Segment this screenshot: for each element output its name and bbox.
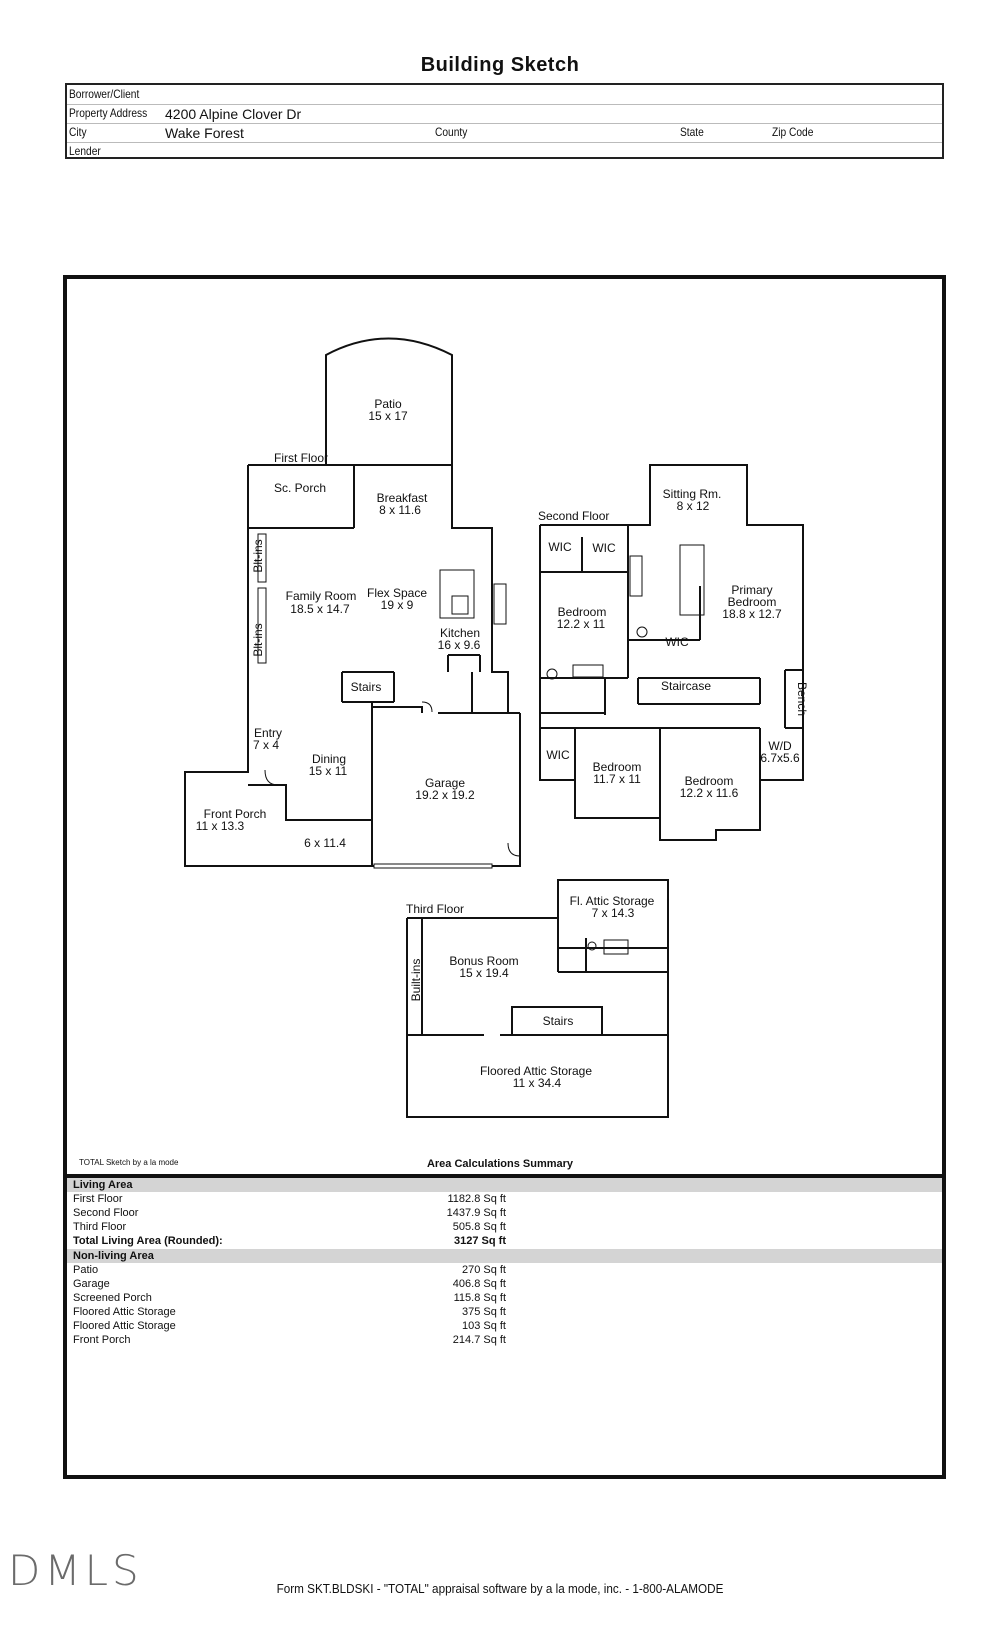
area-row-label: Third Floor <box>73 1221 127 1233</box>
total-living-row <box>73 1235 513 1249</box>
builtins-label-1: Blt-ins <box>251 539 265 573</box>
room-fl-attic-dims: 7 x 14.3 <box>591 906 635 920</box>
room-family-dims: 18.5 x 14.7 <box>290 602 350 616</box>
area-row-value: 1437.9 Sq ft <box>446 1207 506 1219</box>
room-breakfast-dims: 8 x 11.6 <box>379 503 421 517</box>
area-row-label: Second Floor <box>73 1207 139 1219</box>
third-floor-label: Third Floor <box>406 902 465 916</box>
area-row <box>73 1278 513 1292</box>
room-patio-dims: 15 x 17 <box>368 409 408 423</box>
room-wic-2: WIC <box>592 541 616 555</box>
second-floor-label: Second Floor <box>538 509 610 523</box>
room-patio-name: Patio <box>374 397 402 411</box>
room-entry-dims: 7 x 4 <box>252 738 280 752</box>
room-bonus-dims: 15 x 19.4 <box>459 966 509 980</box>
room-family-name: Family Room <box>285 589 357 603</box>
county-label: County <box>435 125 468 139</box>
room-wd-name: W/D <box>768 739 792 753</box>
living-area-header: Living Area <box>73 1179 133 1191</box>
room-bedroom-2-name: Bedroom <box>592 760 642 774</box>
total-living-label: Total Living Area (Rounded): <box>73 1235 223 1247</box>
room-front-porch-name: Front Porch <box>203 807 267 821</box>
room-fl-attic-name: Fl. Attic Storage <box>569 894 655 908</box>
room-breakfast-name: Breakfast <box>376 491 428 505</box>
total-living-value: 3127 Sq ft <box>454 1235 506 1247</box>
nonliving-area-header-band <box>67 1249 942 1263</box>
form-footer: Form SKT.BLDSKI - "TOTAL" appraisal software by a la mode, inc. - 1-800-ALAMODE <box>276 1581 724 1596</box>
address-label: Property Address <box>69 106 148 120</box>
room-bedroom-1-name: Bedroom <box>557 605 607 619</box>
address-value: 4200 Alpine Clover Dr <box>165 106 302 122</box>
room-bedroom-3-dims: 12.2 x 11.6 <box>679 786 739 800</box>
lender-label: Lender <box>69 144 101 158</box>
first-floor-label: First Floor <box>274 451 328 465</box>
city-value: Wake Forest <box>165 125 244 141</box>
area-summary-title: Area Calculations Summary <box>426 1158 574 1170</box>
room-dining-name: Dining <box>311 752 347 766</box>
room-stairs-name: Stairs <box>350 680 382 694</box>
area-row-label: Floored Attic Storage <box>73 1320 176 1332</box>
room-staircase-name: Staircase <box>660 679 712 693</box>
area-row-value: 1182.8 Sq ft <box>447 1193 506 1205</box>
area-row-value: 375 Sq ft <box>461 1306 506 1318</box>
area-row-label: Floored Attic Storage <box>73 1306 176 1318</box>
area-row-value: 103 Sq ft <box>461 1320 506 1332</box>
area-row-label: First Floor <box>73 1193 123 1205</box>
room-sitting-dims: 8 x 12 <box>676 499 710 513</box>
room-floored-attic-name: Floored Attic Storage <box>479 1064 593 1078</box>
area-row <box>73 1320 513 1334</box>
zip-label: Zip Code <box>772 125 814 139</box>
room-primary-line1: Primary <box>731 583 773 597</box>
room-primary-line2: Bedroom <box>727 595 777 609</box>
room-wd-dims: 6.7x5.6 <box>760 751 800 765</box>
room-wic-4: WIC <box>546 748 570 762</box>
area-row-value: 115.8 Sq ft <box>453 1292 506 1304</box>
room-bonus-name: Bonus Room <box>449 954 519 968</box>
area-row <box>73 1193 513 1207</box>
area-row-value: 214.7 Sq ft <box>452 1334 506 1346</box>
room-kitchen-dims: 16 x 9.6 <box>437 638 481 652</box>
room-dining-dims: 15 x 11 <box>308 764 348 778</box>
area-row-label: Front Porch <box>73 1334 131 1346</box>
area-row <box>73 1264 513 1278</box>
area-row-value: 270 Sq ft <box>461 1264 506 1276</box>
state-label: State <box>680 125 704 139</box>
room-bedroom-1-dims: 12.2 x 11 <box>556 617 606 631</box>
room-wic-1: WIC <box>548 540 572 554</box>
document-title: Building Sketch <box>420 54 580 76</box>
room-garage-name: Garage <box>424 776 466 790</box>
living-area-header-band <box>67 1178 942 1192</box>
area-row <box>73 1221 513 1235</box>
room-kitchen-name: Kitchen <box>439 626 481 640</box>
room-garage-dims: 19.2 x 19.2 <box>415 788 475 802</box>
room-floored-attic-dims: 11 x 34.4 <box>512 1076 562 1090</box>
room-porch-extension-dims: 6 x 11.4 <box>304 836 346 850</box>
room-flex-dims: 19 x 9 <box>380 598 414 612</box>
area-row-value: 505.8 Sq ft <box>452 1221 506 1233</box>
builtins-label-2: Blt-ins <box>251 623 265 657</box>
borrower-label: Borrower/Client <box>69 87 140 101</box>
builtins-label-3: Built-ins <box>409 958 423 1002</box>
area-row-label: Patio <box>73 1264 99 1276</box>
room-bedroom-3-name: Bedroom <box>684 774 734 788</box>
area-row-value: 406.8 Sq ft <box>452 1278 506 1290</box>
area-row-label: Screened Porch <box>73 1292 152 1304</box>
room-front-porch-dims: 11 x 13.3 <box>195 819 245 833</box>
room-bench-name: Bench <box>795 681 809 717</box>
area-row <box>73 1334 513 1348</box>
room-entry-name: Entry <box>253 726 283 740</box>
front-porch-outline <box>185 465 372 866</box>
room-wic-3: WIC <box>665 635 689 649</box>
room-sitting-name: Sitting Rm. <box>662 487 722 501</box>
nonliving-area-header: Non-living Area <box>73 1250 154 1262</box>
area-row-label: Garage <box>73 1278 110 1290</box>
room-stairs-3-name: Stairs <box>542 1014 574 1028</box>
dmls-watermark-logo: DMLS <box>8 1546 143 1595</box>
room-bedroom-2-dims: 11.7 x 11 <box>593 772 641 786</box>
city-label: City <box>69 125 87 139</box>
room-primary-dims: 18.8 x 12.7 <box>722 607 782 621</box>
area-row <box>73 1306 513 1320</box>
room-sc-porch-name: Sc. Porch <box>273 481 327 495</box>
area-row <box>73 1292 513 1306</box>
room-flex-name: Flex Space <box>366 586 428 600</box>
area-row <box>73 1207 513 1221</box>
sketch-credit: TOTAL Sketch by a la mode <box>79 1158 179 1167</box>
